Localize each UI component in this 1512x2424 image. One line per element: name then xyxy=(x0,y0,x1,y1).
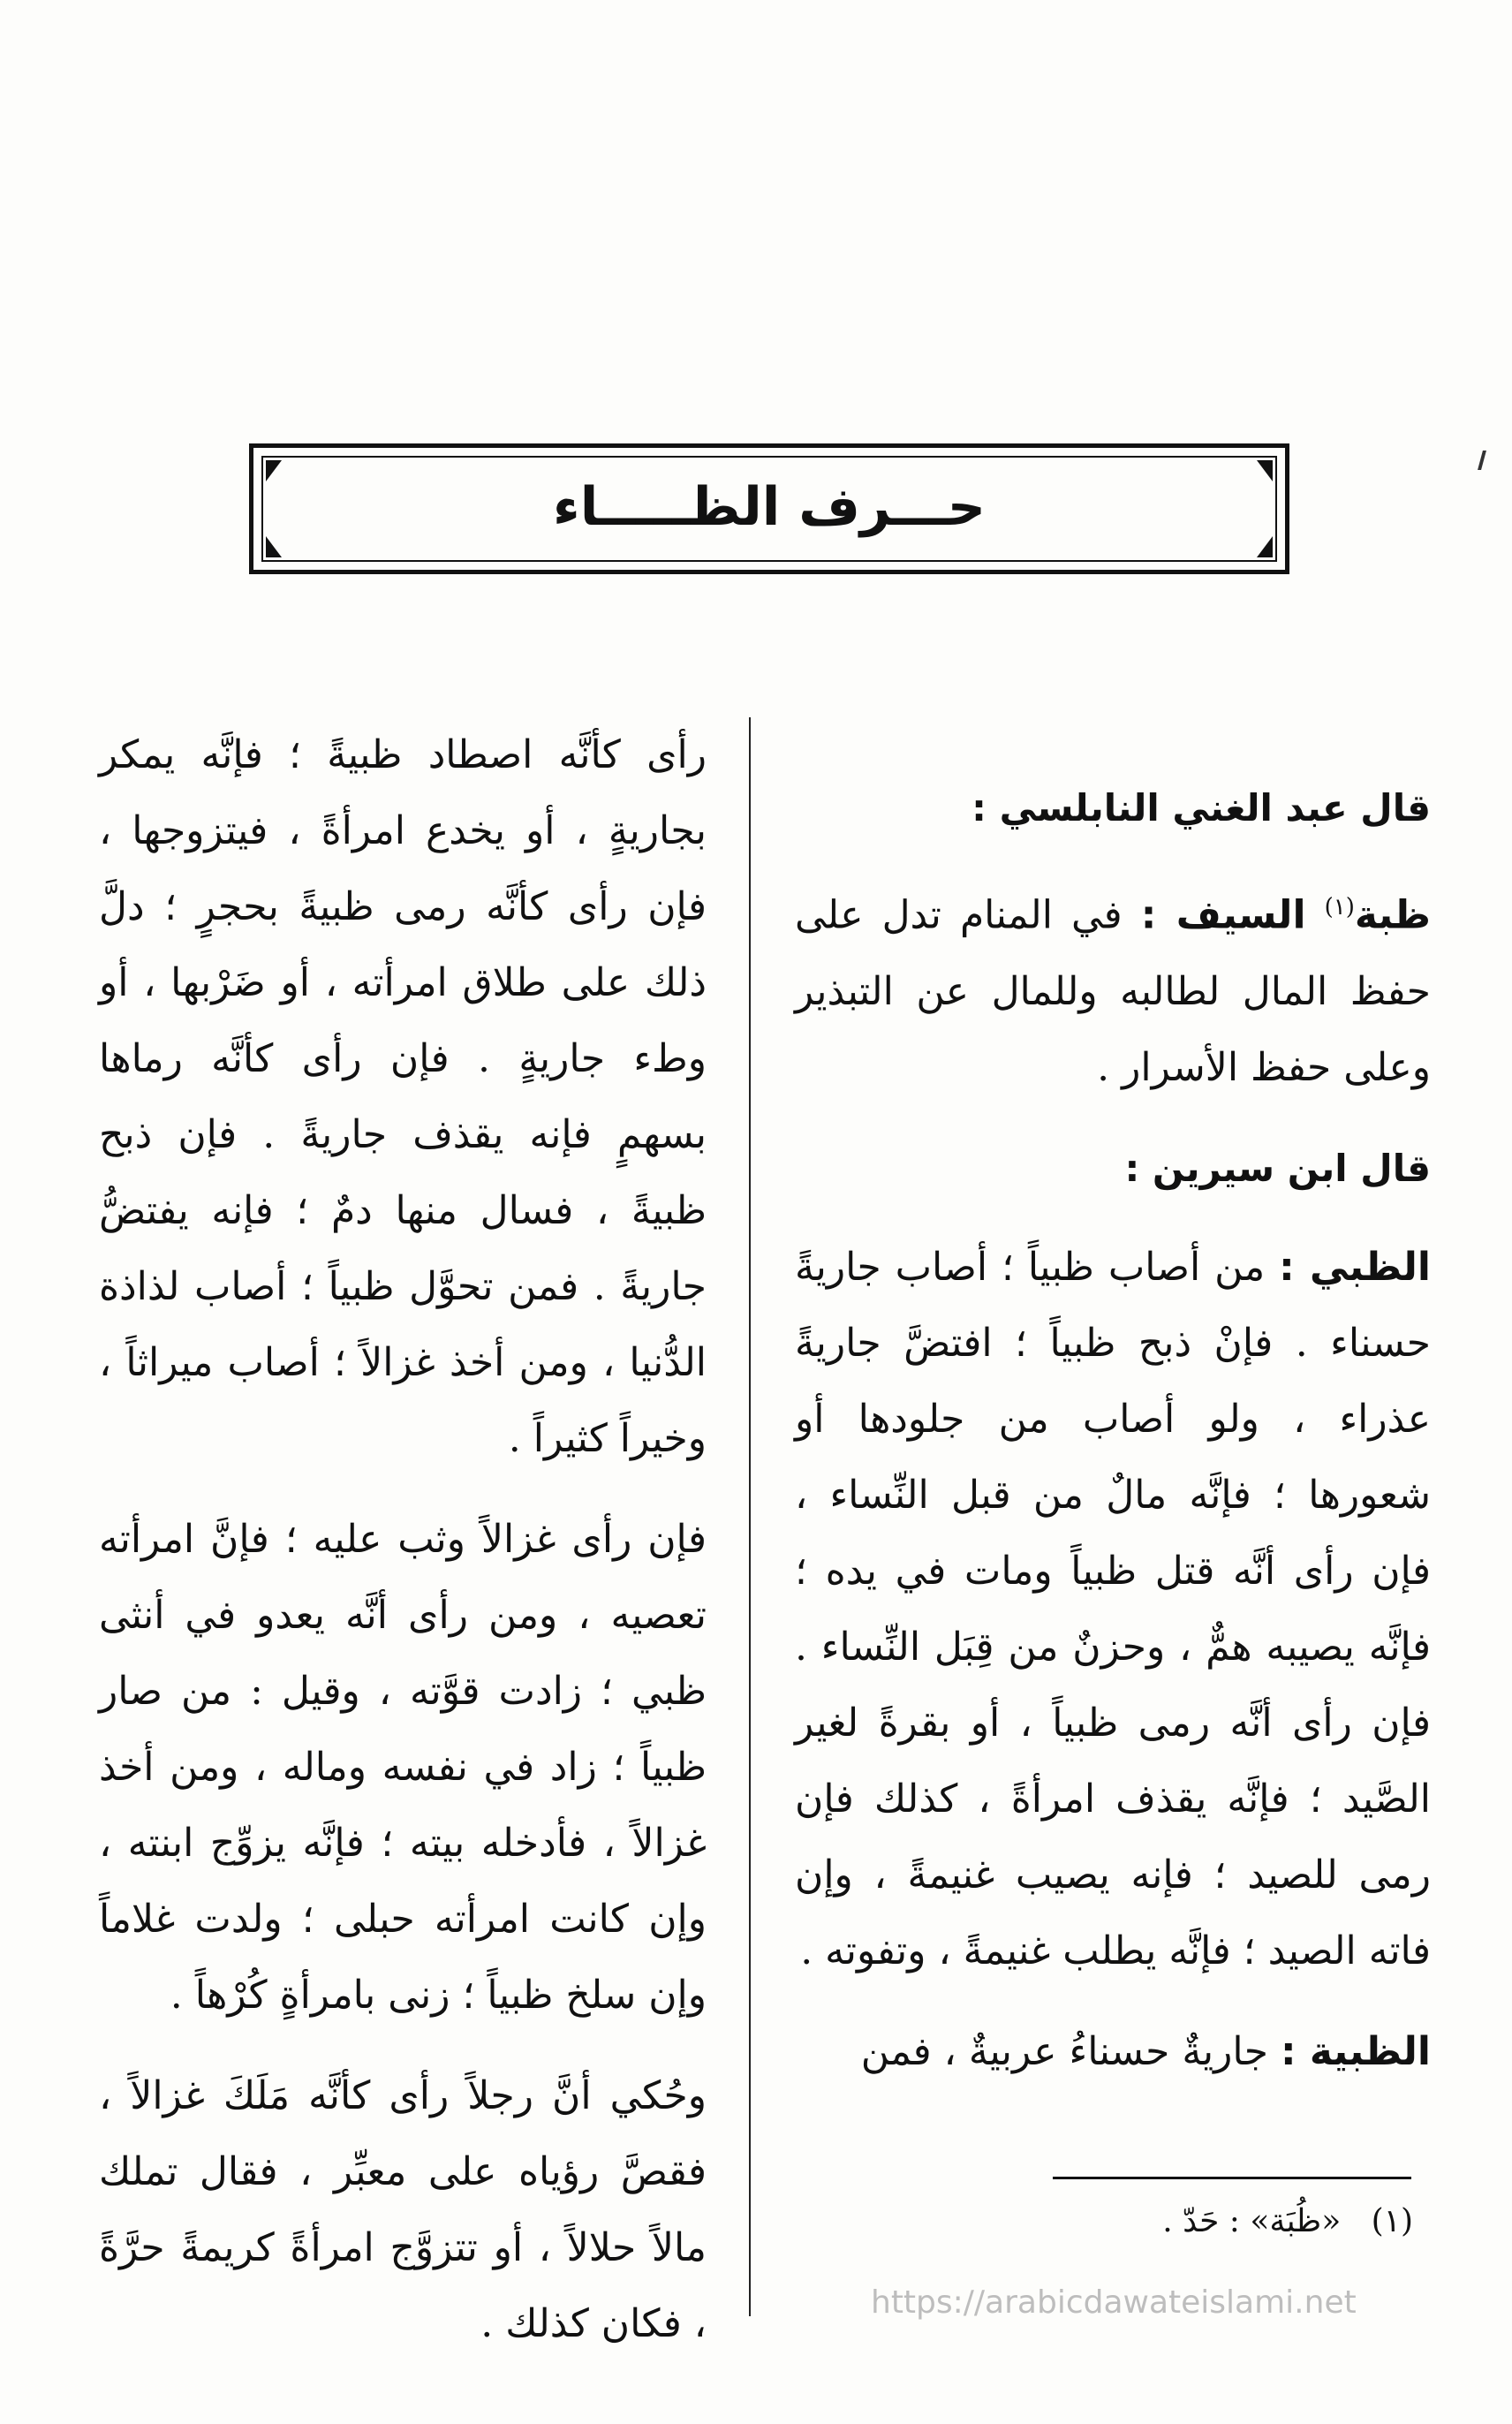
watermark: https://arabicdawateislami.net xyxy=(871,2284,1357,2321)
stray-mark xyxy=(1478,451,1486,470)
entry-term: الظبي : xyxy=(1279,1244,1431,1290)
left-column xyxy=(99,717,707,2387)
chapter-header-frame xyxy=(249,443,1289,574)
footnote xyxy=(971,2198,1413,2246)
entry-paragraph xyxy=(795,2014,1431,2090)
entry-text: من أصاب ظبياً ؛ أصاب جاريةً حسناء . فإنْ ذبح ظبياً ؛ افتضَّ جاريةً عذراء ، ولو أصاب من جلودها أو شعورها ؛ فإنَّه مالٌ من قبل النِّساء ، فإن رأى أنَّه قتل ظبياً ومات في يده ؛ فإنَّه يصيبه همٌّ ، وحزنٌ من قِبَل النِّساء . فإن رأى أنَّه رمى ظبياً ، أو بقرةً لغير الصَّيد ؛ فإنَّه يقذف امرأةً ، كذلك فإن رمى للصيد ؛ فإنه يصيب غنيمةً ، وإن فاته الصيد ؛ فإنَّه يطلب غنيمةً ، وتفوته . xyxy=(795,1244,1431,1973)
footnote-marker: (١) xyxy=(1324,894,1355,920)
section-heading: قال عبد الغني النابلسي : xyxy=(971,786,1431,829)
column-divider xyxy=(749,717,751,2316)
body-paragraph: رأى كأنَّه اصطاد ظبيةً ؛ فإنَّه يمكر بجاريةٍ ، أو يخدع امرأةً ، فيتزوجها ، فإن رأى كأنَّه رمى ظبيةً بحجرٍ ؛ دلَّ ذلك على طلاق امرأته ، أو ضَرْبها ، أو وطء جاريةٍ . فإن رأى كأنَّه رماها بسهمٍ فإنه يقذف جاريةً . فإن ذبح ظبيةً ، فسال منها دمٌ ؛ فإنه يفتضُّ جاريةً . فمن تحوَّل ظبياً ؛ أصاب لذاذة الدُّنيا ، ومن أخذ غزالاً ؛ أصاب ميراثاً ، وخيراً كثيراً . xyxy=(99,732,707,1461)
body-paragraph: وحُكي أنَّ رجلاً رأى كأنَّه مَلَكَ غزالاً ، فقصَّ رؤياه على معبِّر ، فقال تملك مالاً حلالاً ، أو تتزوَّج امرأةً كريمةً حرَّةً ، فكان كذلك . xyxy=(99,2073,707,2346)
entry-term: الظبية : xyxy=(1281,2028,1431,2074)
body-paragraph: فإن رأى غزالاً وثب عليه ؛ فإنَّ امرأته تعصيه ، ومن رأى أنَّه يعدو في أنثى ظبي ؛ زادت قوَّته ، وقيل : من صار ظبياً ؛ زاد في نفسه وماله ، ومن أخذ غزالاً ، فأدخله بيته ؛ فإنَّه يزوِّج ابنته ، وإن كانت امرأته حبلى ؛ ولدت غلاماً وإن سلخ ظبياً ؛ زنى بامرأةٍ كُرْهاً . xyxy=(99,1517,707,2018)
footnote-rule xyxy=(1053,2177,1411,2179)
entry-paragraph xyxy=(795,1230,1431,1989)
entry-paragraph xyxy=(795,869,1431,1106)
entry-term: ظبة xyxy=(1354,892,1431,938)
section-heading: قال ابن سيرين : xyxy=(1124,1146,1431,1190)
footnote-text: «ظُبَة» : حَدّ . xyxy=(1162,2203,1342,2239)
chapter-title: حـــرف الظـــــاء xyxy=(553,476,986,538)
footnote-number: (١) xyxy=(1371,2203,1413,2239)
entry-text: جاريةٌ حسناءُ عربيةٌ ، فمن xyxy=(860,2028,1269,2074)
entry-term: السيف : xyxy=(1140,892,1306,938)
entry-text: في المنام تدل على حفظ المال لطالبه وللمال عن التبذير وعلى حفظ الأسرار . xyxy=(795,892,1431,1090)
right-column xyxy=(795,770,1431,2115)
